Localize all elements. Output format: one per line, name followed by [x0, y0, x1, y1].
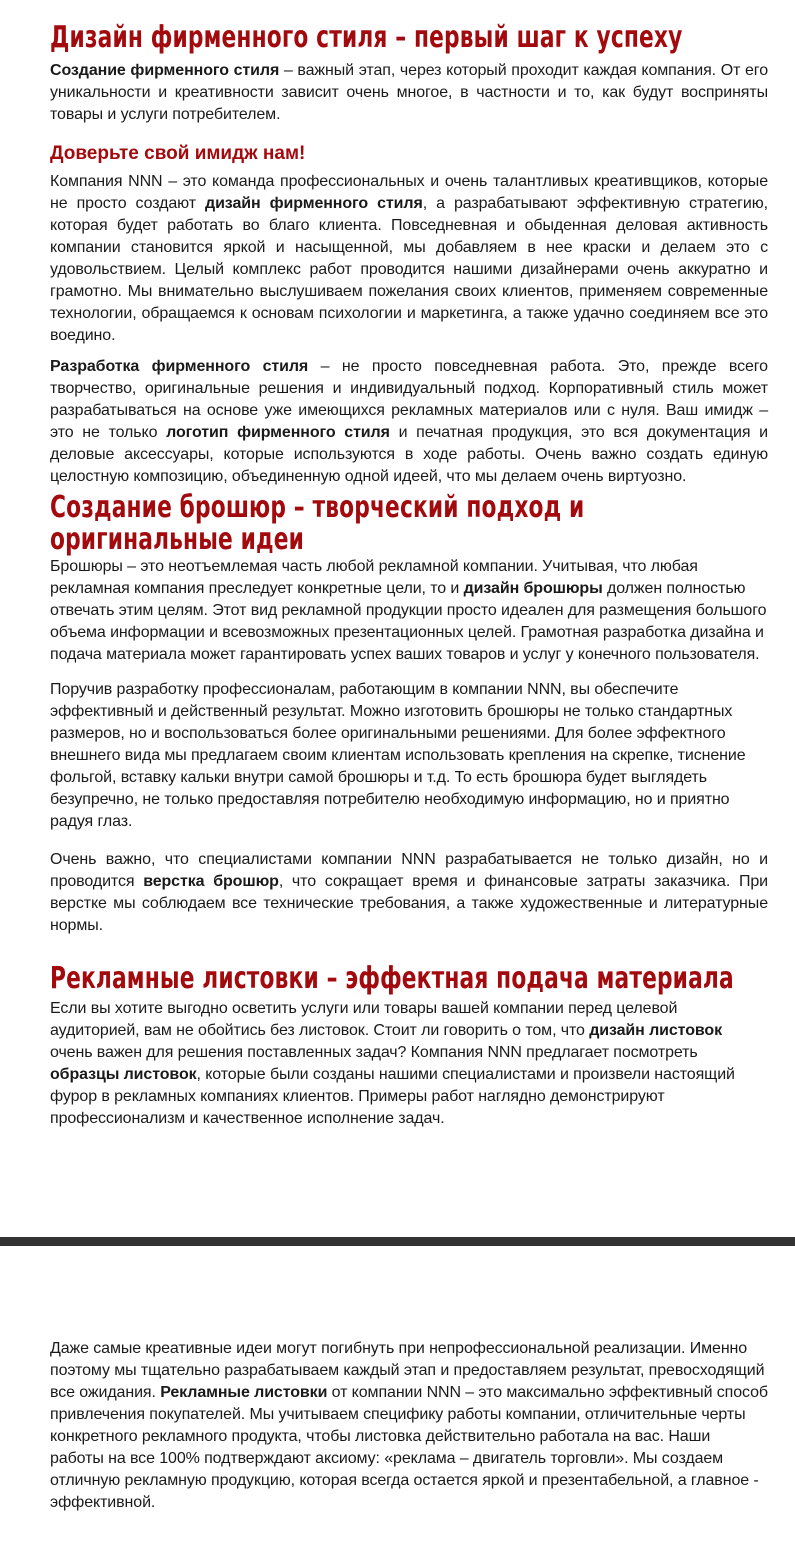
paragraph-brochures-layout: Очень важно, что специалистами компании NNN разрабатывается не только дизайн, но и проводится верстка брошюр, что сокращает время и финансовые затраты заказчика. При верстке мы соблюдаем все технические требования, а также художественные и литературные нормы.	[50, 851, 768, 934]
paragraph-brochures-professionals: Поручив разработку профессионалам, работающим в компании NNN, вы обеспечите эффективный и действенный результат. Можно изготовить брошюры не только стандартных размеров, но и воспользоваться более оригинальными решениями. Для более эффектного внешнего вида мы предлагаем своим клиентам использовать крепления на скрепке, тиснение фольгой, вставку кальки внутри самой брошюры и т.д. То есть брошюра будет выглядеть безупречно, не только предоставляя потребителю необходимую информацию, но и приятно радуя глаз.	[50, 681, 746, 830]
paragraph-leaflets-final: Даже самые креативные идеи могут погибнуть при непрофессиональной реализации. Именно поэтому мы тщательно разрабатываем каждый этап и предоставляем результат, превосходящий все ожидания. Рекламные листовки от компании NNN – это максимально эффективный способ привлечения покупателей. Мы учитываем специфику работы компании, отличительные черты конкретного рекламного продукта, чтобы листовка действительно работала на вас. Наши работы на все 100% подтверждают аксиому: «реклама – двигатель торговли». Мы создаем отличную рекламную продукцию, которая всегда остается яркой и презентабельной, а главное - эффективной.	[50, 1340, 768, 1511]
subheading-trust-your-image: Доверьте свой имидж нам!	[50, 143, 306, 164]
heading-corporate-identity: Дизайн фирменного стиля – первый шаг к успеху	[50, 20, 683, 55]
paragraph-identity-development: Разработка фирменного стиля – не просто повседневная работа. Это, прежде всего творчество, оригинальные решения и индивидуальный подход. Корпоративный стиль может разрабатываться на основе уже имеющихся рекламных материалов или с нуля. Ваш имидж – это не только логотип фирменного стиля и печатная продукция, это вся документация и деловые аксессуары, которые используются в ходе работы. Очень важно создать единую целостную композицию, объединенную одной идеей, что мы делаем очень виртуозно.	[50, 358, 768, 485]
document-content	[0, 22, 795, 1130]
paragraph-identity-intro: Создание фирменного стиля – важный этап, через который проходит каждая компания. От его уникальности и креативности зависит очень многое, в частности и то, как будут восприняты товары и услуги потребителем.	[50, 62, 768, 123]
document-page	[0, 22, 795, 1557]
heading-brochures: Создание брошюр – творческий подход и оригинальные идеи	[50, 490, 585, 557]
heading-leaflets: Рекламные листовки – эффектная подача материала	[50, 961, 734, 996]
paragraph-leaflets-intro: Если вы хотите выгодно осветить услуги или товары вашей компании перед целевой аудиторией, вам не обойтись без листовок. Стоит ли говорить о том, что дизайн листовок очень важен для решения поставленных задач? Компания NNN предлагает посмотреть образцы листовок, которые были созданы нашими специалистами и произвели настоящий фурор в рекламных компаниях клиентов. Примеры работ наглядно демонстрируют профессионализм и качественное исполнение задач.	[50, 1000, 735, 1127]
paragraph-company-team: Компания NNN – это команда профессиональных и очень талантливых креативщиков, которые не просто создают дизайн фирменного стиля, а разрабатывают эффективную стратегию, которая будет работать во благо клиента. Повседневная и обыденная деловая активность компании становится яркой и насыщенной, мы добавляем в нее краски и делаем это с удовольствием. Целый комплекс работ проводится нашими дизайнерами очень аккуратно и грамотно. Мы внимательно выслушиваем пожелания своих клиентов, применяем современные технологии, обращаемся к основам психологии и маркетинга, а также удачно соединяем все это воедино.	[50, 173, 768, 344]
page-break-divider	[0, 1237, 795, 1246]
paragraph-brochures-intro: Брошюры – это неотъемлемая часть любой рекламной компании. Учитывая, что любая рекламная компания преследует конкретные цели, то и дизайн брошюры должен полностью отвечать этим целям. Этот вид рекламной продукции просто идеален для размещения большого объема информации и всевозможных презентационных целей. Грамотная разработка дизайна и подача материала может гарантировать успех ваших товаров и услуг у конечного пользователя.	[50, 558, 767, 663]
document-content-page2	[0, 1338, 795, 1514]
